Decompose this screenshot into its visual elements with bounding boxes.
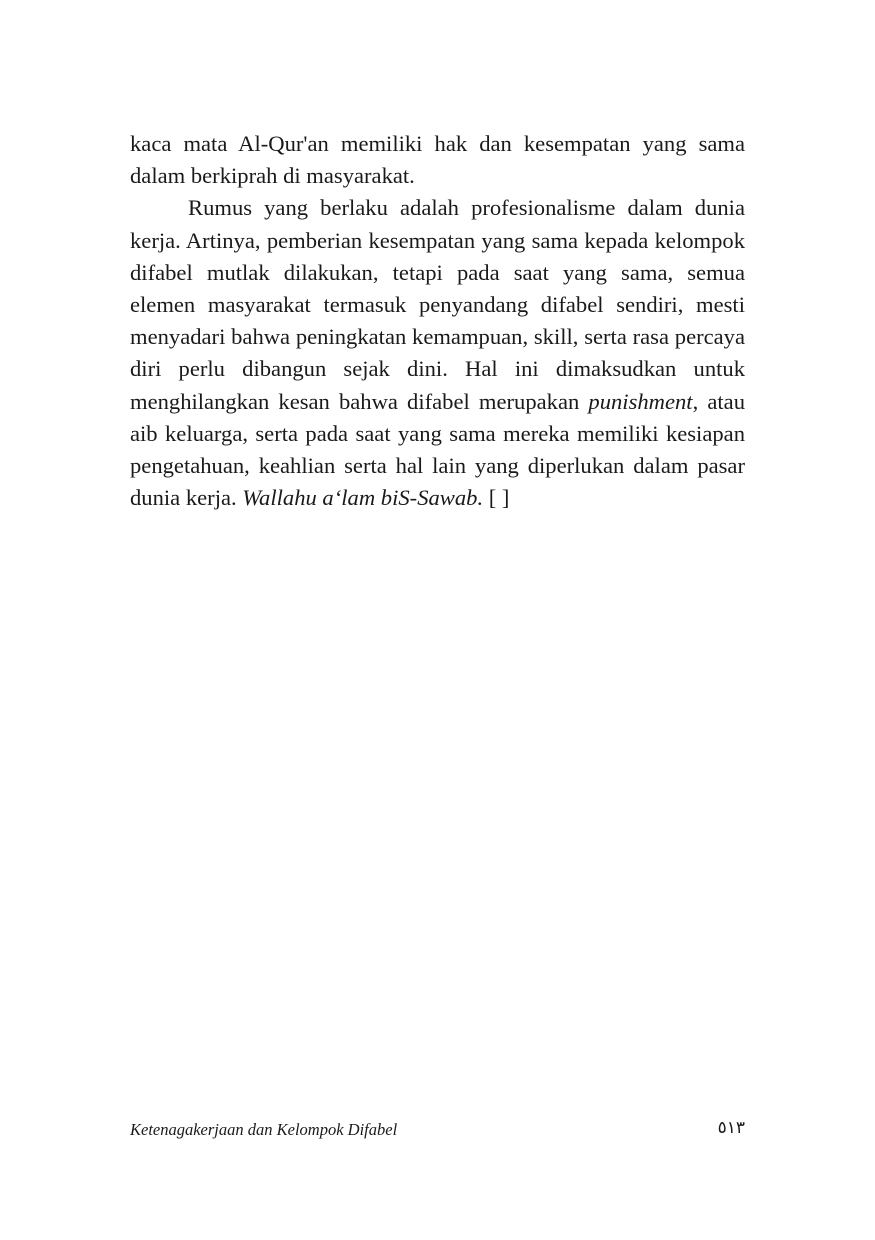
page-footer (130, 1120, 745, 1144)
italic-term-punishment: punishment (588, 388, 693, 414)
running-title: Ketenagakerjaan dan Kelompok Difabel (130, 1120, 398, 1139)
paragraph-conclusion (130, 192, 745, 514)
body-text (130, 128, 745, 514)
paragraph-continuation (130, 128, 745, 192)
italic-closing-phrase: Wallahu a‘lam biS-Sawab. (242, 485, 484, 511)
page-number: ٥١٣ (717, 1118, 745, 1138)
end-mark: [ ] (483, 485, 510, 511)
text-segment: kaca mata Al-Qur'an memiliki hak dan kesempatan yang sama dalam berkiprah di masyarakat. (130, 131, 745, 189)
text-segment: , atau aib keluarga, serta pada saat yang sama mereka memiliki kesiapan pengetahuan, keahlian serta hal lain yang diperlukan dalam pasar dunia kerja. (130, 388, 745, 511)
text-segment: Rumus yang berlaku adalah profesionalisme dalam dunia kerja. Artinya, pemberian kesempatan yang sama kepada kelompok difabel mutlak dilakukan, tetapi pada saat yang sama, semua elemen masyarakat termasuk penyandang difabel sendiri, mesti menyadari bahwa peningkatan kemampuan, skill, serta rasa percaya diri perlu dibangun sejak dini. Hal ini dimaksudkan untuk menghilangkan kesan bahwa difabel merupakan (130, 195, 745, 414)
